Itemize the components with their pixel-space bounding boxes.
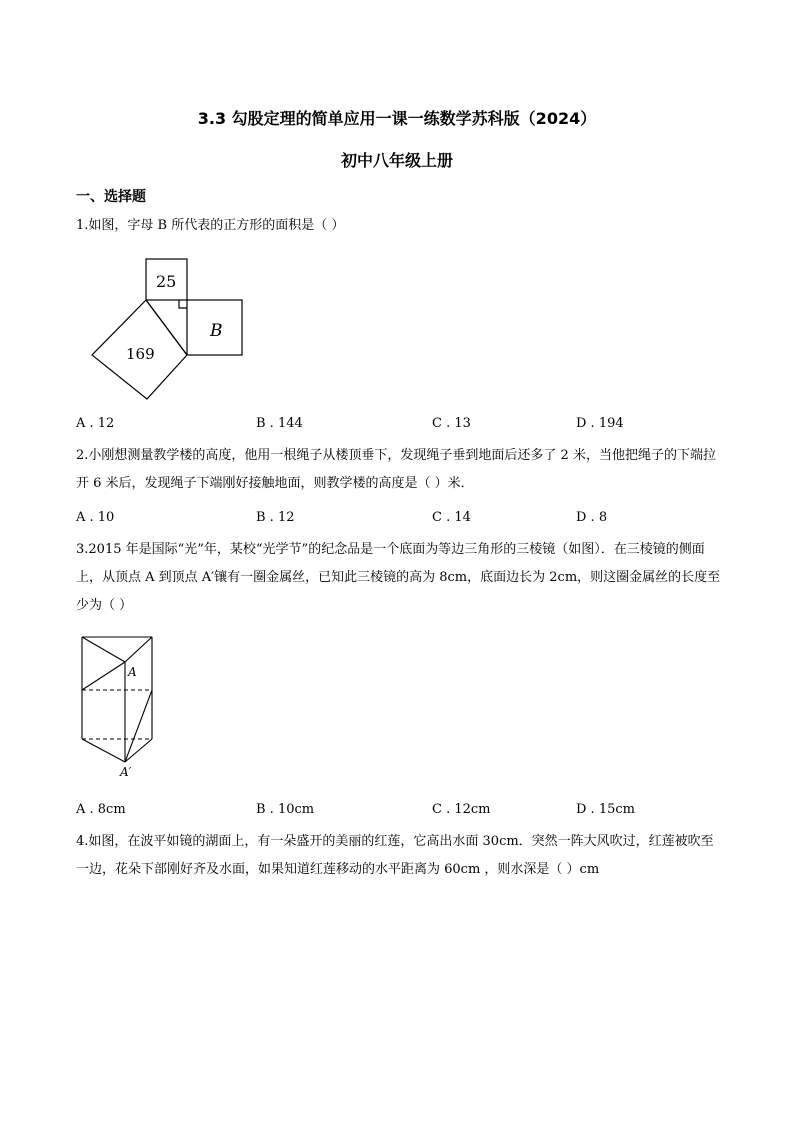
- section-heading: 一、选择题: [76, 189, 146, 205]
- vertex-a-prime-label: A′: [120, 765, 132, 779]
- question-3-prism-figure: [74, 630, 164, 782]
- square-25-label: 25: [156, 272, 177, 291]
- question-2-option-b: B . 12: [256, 510, 295, 525]
- question-2-option-a: A . 10: [76, 510, 115, 525]
- question-3-option-b: B . 10cm: [256, 802, 315, 817]
- question-1-option-c: C . 13: [432, 416, 471, 431]
- question-3-text: 3.2015 年是国际“光”年，某校“光学节”的纪念品是一个底面为等边三角形的三棱镜（如图）．在三棱镜的侧面上，从顶点 A 到顶点 A′镶有一圈金属丝，已知此三棱镜的高为 8cm，底面边长为 2cm，则这圈金属丝的长度至少为（ ）: [76, 542, 721, 613]
- square-169-label: 169: [126, 345, 155, 363]
- document-subtitle: 初中八年级上册: [340, 151, 453, 170]
- question-4-text: 4.如图，在波平如镜的湖面上，有一朵盛开的美丽的红莲，它高出水面 30cm．突然一阵大风吹过，红莲被吹至一边，花朵下部刚好齐及水面，如果知道红莲移动的水平距离为 60cm ，则水深是（ ）cm: [76, 834, 714, 877]
- question-2-option-d: D . 8: [576, 510, 608, 525]
- question-3-option-c: C . 12cm: [432, 802, 491, 817]
- question-1-option-b: B . 144: [256, 416, 303, 431]
- question-1-option-d: D . 194: [576, 416, 624, 431]
- question-2-text: 2.小刚想测量教学楼的高度，他用一根绳子从楼顶垂下，发现绳子垂到地面后还多了 2 米，当他把绳子的下端拉开 6 米后，发现绳子下端刚好接触地面，则教学楼的高度是（ ）米．: [76, 448, 716, 491]
- document-title: 3.3 勾股定理的简单应用一课一练数学苏科版（2024）: [197, 109, 597, 128]
- question-2-option-c: C . 14: [432, 510, 471, 525]
- right-angle-mark: [179, 300, 187, 308]
- question-1-text: 1.如图，字母 B 所代表的正方形的面积是（ ）: [76, 218, 345, 233]
- vertex-a-label: A: [128, 665, 137, 679]
- question-3-option-a: A . 8cm: [76, 802, 126, 817]
- question-3-option-d: D . 15cm: [576, 802, 635, 817]
- question-1-figure: [88, 254, 248, 404]
- question-1-option-a: A . 12: [76, 416, 115, 431]
- square-b-label: B: [210, 321, 223, 341]
